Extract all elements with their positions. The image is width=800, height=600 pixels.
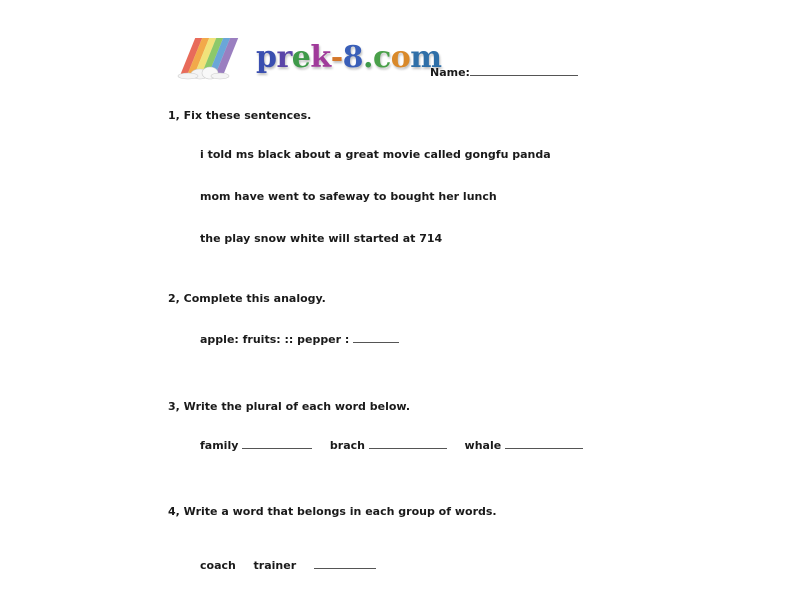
- group-row: [200, 559, 376, 572]
- name-blank[interactable]: [470, 74, 578, 76]
- name-label: Name:: [430, 66, 470, 79]
- rainbow-icon: [170, 36, 242, 80]
- logo-letter: k: [310, 40, 331, 75]
- plural-word-family: family: [200, 439, 239, 452]
- analogy-row: [200, 333, 399, 346]
- analogy-text: apple: fruits: :: pepper :: [200, 333, 350, 346]
- logo-letter: 8: [342, 40, 364, 75]
- sentence-2: mom have went to safeway to bought her lunch: [200, 190, 497, 203]
- site-logo: [256, 40, 442, 76]
- logo-letter: r: [276, 40, 292, 75]
- logo-letter: .: [363, 40, 373, 75]
- logo-letter: p: [256, 40, 277, 75]
- question-1-title: 1, Fix these sentences.: [168, 109, 312, 122]
- plural-blank-family[interactable]: [242, 447, 312, 449]
- plural-row: [200, 439, 583, 452]
- group-blank[interactable]: [314, 567, 376, 569]
- sentence-1: i told ms black about a great movie called gongfu panda: [200, 148, 551, 161]
- group-word-trainer: trainer: [253, 559, 297, 572]
- logo-letter: o: [390, 40, 411, 75]
- name-field[interactable]: [430, 66, 578, 79]
- group-word-coach: coach: [200, 559, 236, 572]
- logo-letter: m: [410, 40, 442, 75]
- question-4-title: 4, Write a word that belongs in each group of words.: [168, 505, 497, 518]
- question-3-title: 3, Write the plural of each word below.: [168, 400, 411, 413]
- logo-letter: -: [330, 40, 343, 75]
- question-2-title: 2, Complete this analogy.: [168, 292, 326, 305]
- sentence-3: the play snow white will started at 714: [200, 232, 443, 245]
- plural-blank-whale[interactable]: [505, 447, 583, 449]
- plural-word-brach: brach: [329, 439, 365, 452]
- analogy-blank[interactable]: [353, 341, 399, 343]
- logo-letter: e: [291, 40, 311, 75]
- logo-letter: c: [372, 40, 391, 75]
- plural-word-whale: whale: [464, 439, 502, 452]
- plural-blank-brach[interactable]: [369, 447, 447, 449]
